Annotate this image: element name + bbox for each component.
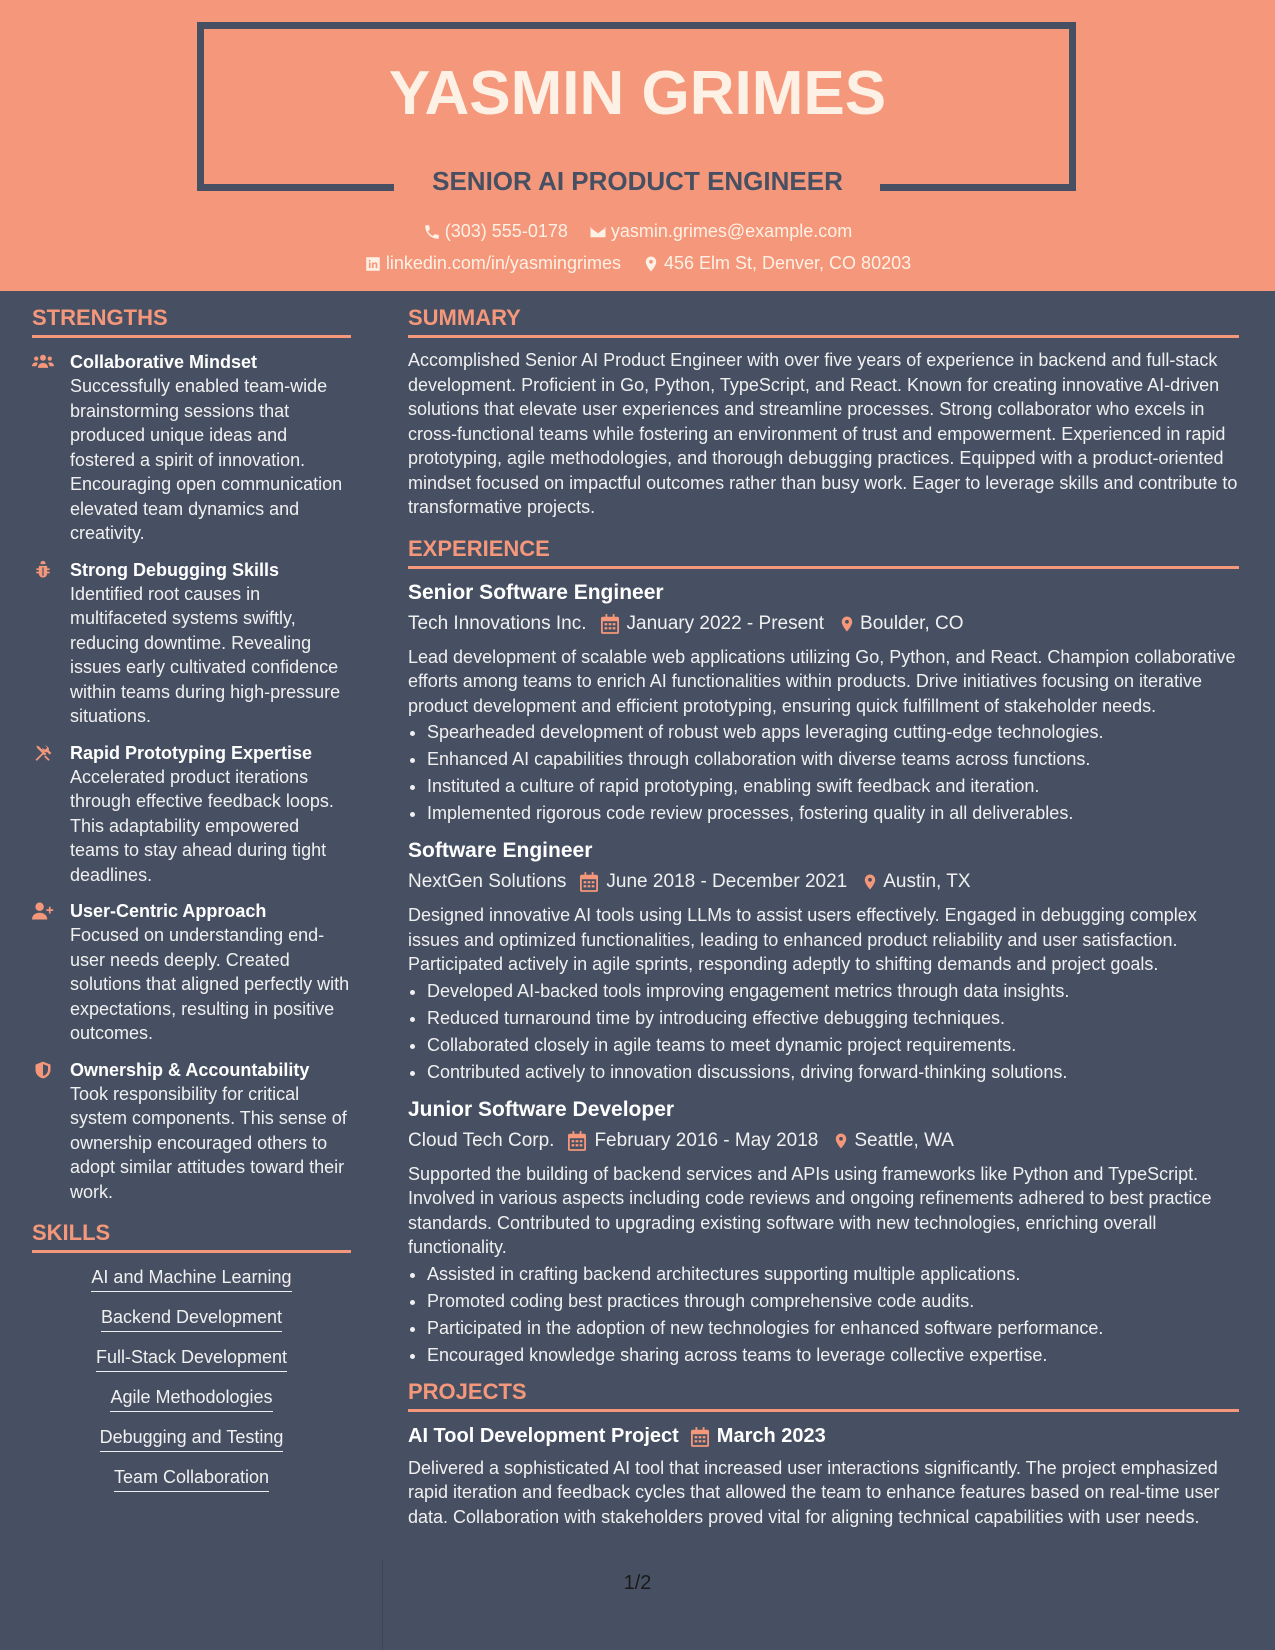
strength-desc: Took responsibility for critical system components. This sense of ownership encouraged others to adopt similar attitudes toward their work. [70, 1083, 347, 1202]
strengths-heading: STRENGTHS [32, 305, 351, 338]
job-bullets [408, 978, 1239, 1086]
list-item: • Instituted a culture of rapid prototyping, enabling swift feedback and iteration. [427, 773, 1239, 800]
list-item: • Assisted in crafting backend architectures supporting multiple applications. [427, 1261, 1239, 1288]
strength-item [32, 350, 351, 546]
map-pin-icon [838, 614, 856, 634]
strength-title: User-Centric Approach [70, 901, 267, 921]
project-date: March 2023 [716, 1425, 826, 1447]
strength-title: Ownership & Accountability [70, 1059, 310, 1080]
job-bullets [408, 719, 1239, 827]
right-column [408, 305, 1239, 1529]
job-meta [408, 1124, 1239, 1158]
calendar-icon [691, 1427, 709, 1447]
address-text: 456 Elm St, Denver, CO 80203 [663, 253, 912, 273]
job-entry [408, 1096, 1239, 1369]
experience-heading: EXPERIENCE [408, 536, 1239, 569]
skills-heading: SKILLS [32, 1220, 351, 1253]
email-contact[interactable] [589, 221, 852, 242]
list-item: • Collaborated closely in agile teams to meet dynamic project requirements. [427, 1032, 1239, 1059]
job-bullets [408, 1261, 1239, 1369]
job-company: NextGen Solutions [408, 871, 567, 892]
map-pin-icon [642, 255, 660, 273]
skill-item: Backend Development [101, 1307, 282, 1332]
job-meta [408, 865, 1239, 899]
job-role: Software Engineer [408, 839, 593, 862]
job-dates: June 2018 - December 2021 [606, 871, 848, 892]
contact-row-2 [0, 253, 1275, 278]
skill-item: Team Collaboration [114, 1467, 269, 1492]
calendar-icon [568, 1131, 586, 1151]
map-pin-icon [832, 1131, 850, 1151]
calendar-icon [601, 614, 619, 634]
linkedin-icon [364, 255, 382, 273]
user-plus-icon [32, 901, 54, 921]
list-item: • Participated in the adoption of new technologies for enhanced software performance. [427, 1315, 1239, 1342]
skill-item: Debugging and Testing [100, 1427, 284, 1452]
email-text: yasmin.grimes@example.com [610, 221, 853, 241]
strength-title: Collaborative Mindset [70, 352, 258, 372]
skill-item: Agile Methodologies [110, 1387, 272, 1412]
bug-icon [32, 560, 54, 580]
phone-contact[interactable] [423, 221, 568, 242]
job-description: Supported the building of backend services and APIs using frameworks like Python and TypeScript. Involved in various aspects including code reviews and ongoing refinements adhered to best practice standards. Contributed to upgrading existing software with new technologies, enriching overall functionality. [408, 1163, 1212, 1257]
list-item: • Encouraged knowledge sharing across teams to leverage collective expertise. [427, 1342, 1239, 1369]
job-location: Austin, TX [883, 871, 971, 892]
skill-item: Full-Stack Development [96, 1347, 287, 1372]
strength-desc: Identified root causes in multifaceted systems swiftly, reducing downtime. Revealing issues early cultivated confidence within teams during high-pressure situations. [70, 583, 341, 726]
strength-item [32, 1058, 351, 1205]
summary-text: Accomplished Senior AI Product Engineer with over five years of experience in backend and full-stack development. Proficient in Go, Python, TypeScript, and React. Known for creating innovative AI-driven solutions that elevate user experiences and streamline processes. Strong collaborator who excels in cross-functional teams while fostering an environment of trust and empowerment. Experienced in rapid prototyping, agile methodologies, and thorough debugging practices. Equipped with a product-oriented mindset focused on impactful outcomes rather than busy work. Eager to leverage skills and contribute to transformative projects. [408, 350, 1238, 517]
candidate-title: SENIOR AI PRODUCT ENGINEER [432, 166, 843, 196]
project-entry [408, 1422, 1239, 1530]
job-company: Cloud Tech Corp. [408, 1129, 555, 1151]
job-location: Seattle, WA [854, 1129, 954, 1151]
skills-list [32, 1267, 351, 1492]
project-description: Delivered a sophisticated AI tool that increased user interactions significantly. The project emphasized rapid iteration and feedback cycles that allowed the team to enhance features based on real-time user data. Collaboration with stakeholders proved vital for aligning technical capabilities with user needs. [408, 1457, 1220, 1527]
shield-icon [32, 1060, 54, 1080]
strength-desc: Accelerated product iterations through effective feedback loops. This adaptability empowered teams to stay ahead during tight deadlines. [70, 766, 334, 885]
job-entry [408, 579, 1239, 828]
strength-item [32, 741, 351, 888]
strength-desc: Successfully enabled team-wide brainstorming sessions that produced unique ideas and fostered a spirit of innovation. Encouraging open communication elevated team dynamics and creativity. [70, 376, 343, 543]
envelope-icon [589, 223, 607, 241]
job-entry [408, 837, 1239, 1086]
project-title: AI Tool Development Project [408, 1425, 679, 1447]
tools-icon [32, 743, 54, 763]
address-contact [642, 253, 911, 274]
contact-row-1 [0, 221, 1275, 246]
job-description: Designed innovative AI tools using LLMs to assist users effectively. Engaged in debugging complex issues and optimized functionalities, leading to enhanced product reliability and user satisfaction. Participated actively in agile sprints, responding adeptly to shifting demands and project goals. [408, 905, 1197, 974]
strength-title: Strong Debugging Skills [70, 559, 280, 580]
list-item: • Promoted coding best practices through comprehensive code audits. [427, 1288, 1239, 1315]
job-meta [408, 607, 1239, 641]
project-head [408, 1422, 1239, 1452]
skill-item: AI and Machine Learning [91, 1267, 291, 1292]
strength-item [32, 899, 351, 1046]
job-location: Boulder, CO [860, 612, 964, 634]
phone-text: (303) 555-0178 [444, 221, 568, 241]
strength-desc: Focused on understanding end-user needs deeply. Created solutions that aligned perfectly with expectations, resulting in positive outcomes. [70, 925, 350, 1043]
job-role: Senior Software Engineer [408, 580, 664, 604]
map-pin-icon [861, 872, 879, 892]
linkedin-text: linkedin.com/in/yasmingrimes [385, 253, 621, 273]
left-column [32, 305, 351, 1507]
list-item: • Contributed actively to innovation discussions, driving forward-thinking solutions. [427, 1059, 1239, 1086]
projects-heading: PROJECTS [408, 1379, 1239, 1412]
job-description: Lead development of scalable web applications utilizing Go, Python, and React. Champion collaborative efforts among teams to enrich AI functionalities within products. Drive initiatives focusing on iterative product development and efficient prototyping, ensuring quick fulfillment of stakeholder needs. [408, 646, 1236, 716]
list-item: • Reduced turnaround time by introducing effective debugging techniques. [427, 1005, 1239, 1032]
job-role: Junior Software Developer [408, 1097, 675, 1121]
candidate-name: YASMIN GRIMES [388, 59, 887, 128]
linkedin-contact[interactable] [364, 253, 621, 274]
list-item: • Developed AI-backed tools improving engagement metrics through data insights. [427, 978, 1239, 1005]
strength-title: Rapid Prototyping Expertise [70, 742, 313, 763]
page-number: 1/2 [623, 1572, 652, 1594]
users-icon [32, 352, 54, 372]
summary-heading: SUMMARY [408, 305, 1239, 338]
job-dates: January 2022 - Present [626, 612, 825, 634]
calendar-icon [580, 872, 598, 892]
list-item: • Spearheaded development of robust web apps leveraging cutting-edge technologies. [427, 719, 1239, 746]
job-dates: February 2016 - May 2018 [594, 1129, 819, 1151]
list-item: • Implemented rigorous code review processes, fostering quality in all deliverables. [427, 800, 1239, 827]
strength-item [32, 558, 351, 729]
phone-icon [423, 223, 441, 241]
list-item: • Enhanced AI capabilities through collaboration with diverse teams across functions. [427, 746, 1239, 773]
job-company: Tech Innovations Inc. [408, 612, 587, 634]
